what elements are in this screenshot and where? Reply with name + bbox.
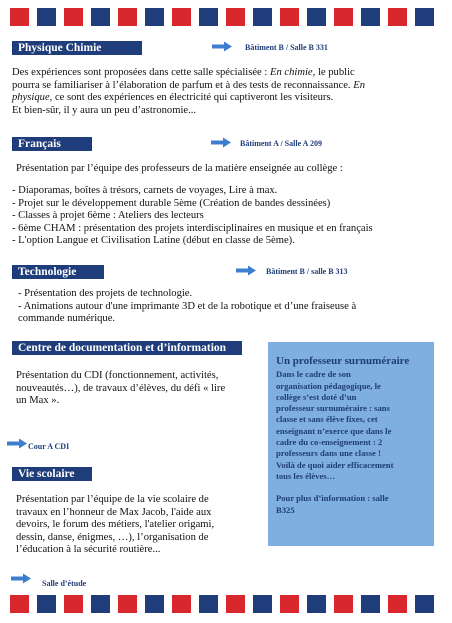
text-line [12, 80, 365, 93]
decor-square [37, 595, 56, 613]
decor-square [172, 8, 191, 26]
vie-scolaire-location: Salle d’étude [42, 579, 87, 588]
plain-text: Et bien-sûr, il y aura un peu d’astronomie... [12, 104, 197, 116]
decor-square [361, 8, 380, 26]
right-arrow-icon [211, 41, 233, 52]
decor-square [10, 595, 29, 613]
cdi-header: Centre de documentation et d’information [12, 341, 242, 355]
surnumeraire-text [276, 369, 426, 482]
decor-square [226, 595, 245, 613]
text-line [12, 67, 365, 80]
technologie-header: Technologie [12, 265, 104, 279]
text-line: Présentation du CDI (fonctionnement, activités, [16, 370, 219, 381]
technologie-location: Bâtiment B / salle B 313 [266, 267, 348, 276]
italic-text: En [353, 79, 365, 91]
text-line: organisation pédagogique, le [276, 380, 381, 391]
text-line: - 6ème CHAM : présentation des projets interdisciplinaires en musique et en français [12, 222, 373, 234]
decor-square [415, 595, 434, 613]
decor-square [388, 595, 407, 613]
text-line: - Animations autour d'une imprimante 3D et de la robotique et d’une fraiseuse à [18, 300, 357, 312]
decor-square [334, 8, 353, 26]
decor-square [280, 8, 299, 26]
decor-square [334, 595, 353, 613]
top-square-border [0, 8, 452, 26]
text-line: - Classes à projet 6ème : Ateliers des lecteurs [12, 210, 204, 222]
decor-square [388, 8, 407, 26]
text-line: l’éducation à la sécurité routière... [16, 544, 161, 556]
physique-description [12, 67, 365, 117]
francais-list [12, 185, 373, 248]
decor-square [64, 595, 83, 613]
francais-intro: Présentation par l’équipe des professeurs de la matière enseignée au collège : [16, 163, 343, 174]
italic-text: En chimie, [269, 67, 316, 78]
physique-location: Bâtiment B / Salle B 331 [245, 43, 328, 52]
text-line: Présentation par l’équipe de la vie scolaire de [16, 494, 209, 505]
decor-square [307, 8, 326, 26]
plain-text: pourra se familiariser à l’élaboration de parfum et à des tests de reconnaissance. [12, 79, 354, 91]
surnumeraire-title: Un professeur surnuméraire [276, 355, 410, 367]
vie-scolaire-description [16, 494, 244, 557]
decor-square [145, 8, 164, 26]
right-arrow-icon [6, 438, 28, 449]
decor-square [118, 595, 137, 613]
text-line: - Diaporamas, boîtes à trésors, carnets de voyages, Lire à max. [12, 185, 278, 196]
decor-square [91, 8, 110, 26]
text-line: B325 [276, 504, 295, 515]
text-line [12, 92, 365, 105]
decor-square [226, 8, 245, 26]
text-line [12, 105, 365, 118]
text-line: - L'option Langue et Civilisation Latine (début en classe de 5ème). [12, 235, 295, 247]
text-line: dessin, danse, énigmes, …), l’organisation de [16, 531, 209, 543]
decor-square [91, 595, 110, 613]
right-arrow-icon [10, 573, 32, 584]
decor-square [118, 8, 137, 26]
text-line: - Projet sur le développement durable 5ème (Création de bandes dessinées) [12, 197, 331, 209]
decor-square [172, 595, 191, 613]
cdi-location: Cour A CDI [28, 442, 70, 451]
decor-square [253, 595, 272, 613]
plain-text: ce sont des expériences en électricité qui captiveront les visiteurs. [52, 92, 334, 104]
physique-chimie-header: Physique Chimie [12, 41, 142, 55]
francais-location: Bâtiment A / Salle A 209 [240, 139, 323, 148]
text-line: tous les élèves… [276, 470, 336, 481]
decor-square [10, 8, 29, 26]
decor-square [307, 595, 326, 613]
text-line: cadre du co-enseignement : 2 [276, 437, 383, 448]
right-arrow-icon [235, 265, 257, 276]
text-line: professeur surnuméraire : sans [276, 403, 390, 414]
plain-text: le public [315, 67, 355, 78]
text-line: nouveautés…), de travaux d’élèves, du défi « lire [16, 382, 226, 394]
text-line: Pour plus d’information : salle [276, 493, 389, 504]
text-line: professeurs dans une classe ! [276, 448, 381, 459]
decor-square [145, 595, 164, 613]
text-line: un Max ». [16, 395, 60, 407]
cdi-description [16, 370, 244, 408]
text-line: Dans le cadre de son [276, 369, 351, 380]
decor-square [64, 8, 83, 26]
surnumeraire-footer [276, 493, 426, 516]
text-line: enseignant n’exerce que dans le [276, 425, 392, 436]
decor-square [253, 8, 272, 26]
text-line: commande numérique. [18, 313, 116, 325]
text-line: devoirs, le forum des métiers, l'atelier origami, [16, 519, 215, 531]
text-line: Voilà de quoi aider efficacement [276, 459, 394, 470]
text-line: - Présentation des projets de technologie. [18, 288, 193, 299]
decor-square [37, 8, 56, 26]
decor-square [199, 595, 218, 613]
decor-square [280, 595, 299, 613]
right-arrow-icon [210, 137, 232, 148]
plain-text: Des expériences sont proposées dans cette salle spécialisée : [12, 67, 270, 78]
text-line: travaux en l’honneur de Max Jacob, l'aide aux [16, 506, 212, 518]
surnumeraire-box [268, 342, 434, 546]
text-line: collège s’est doté d’un [276, 391, 357, 402]
francais-header: Français [12, 137, 92, 151]
decor-square [361, 595, 380, 613]
italic-text: physique, [12, 92, 53, 104]
vie-scolaire-header: Vie scolaire [12, 467, 92, 481]
text-line: classe et sans élève fixes, cet [276, 414, 378, 425]
decor-square [415, 8, 434, 26]
decor-square [199, 8, 218, 26]
technologie-description [18, 288, 356, 326]
bottom-square-border [0, 595, 452, 613]
